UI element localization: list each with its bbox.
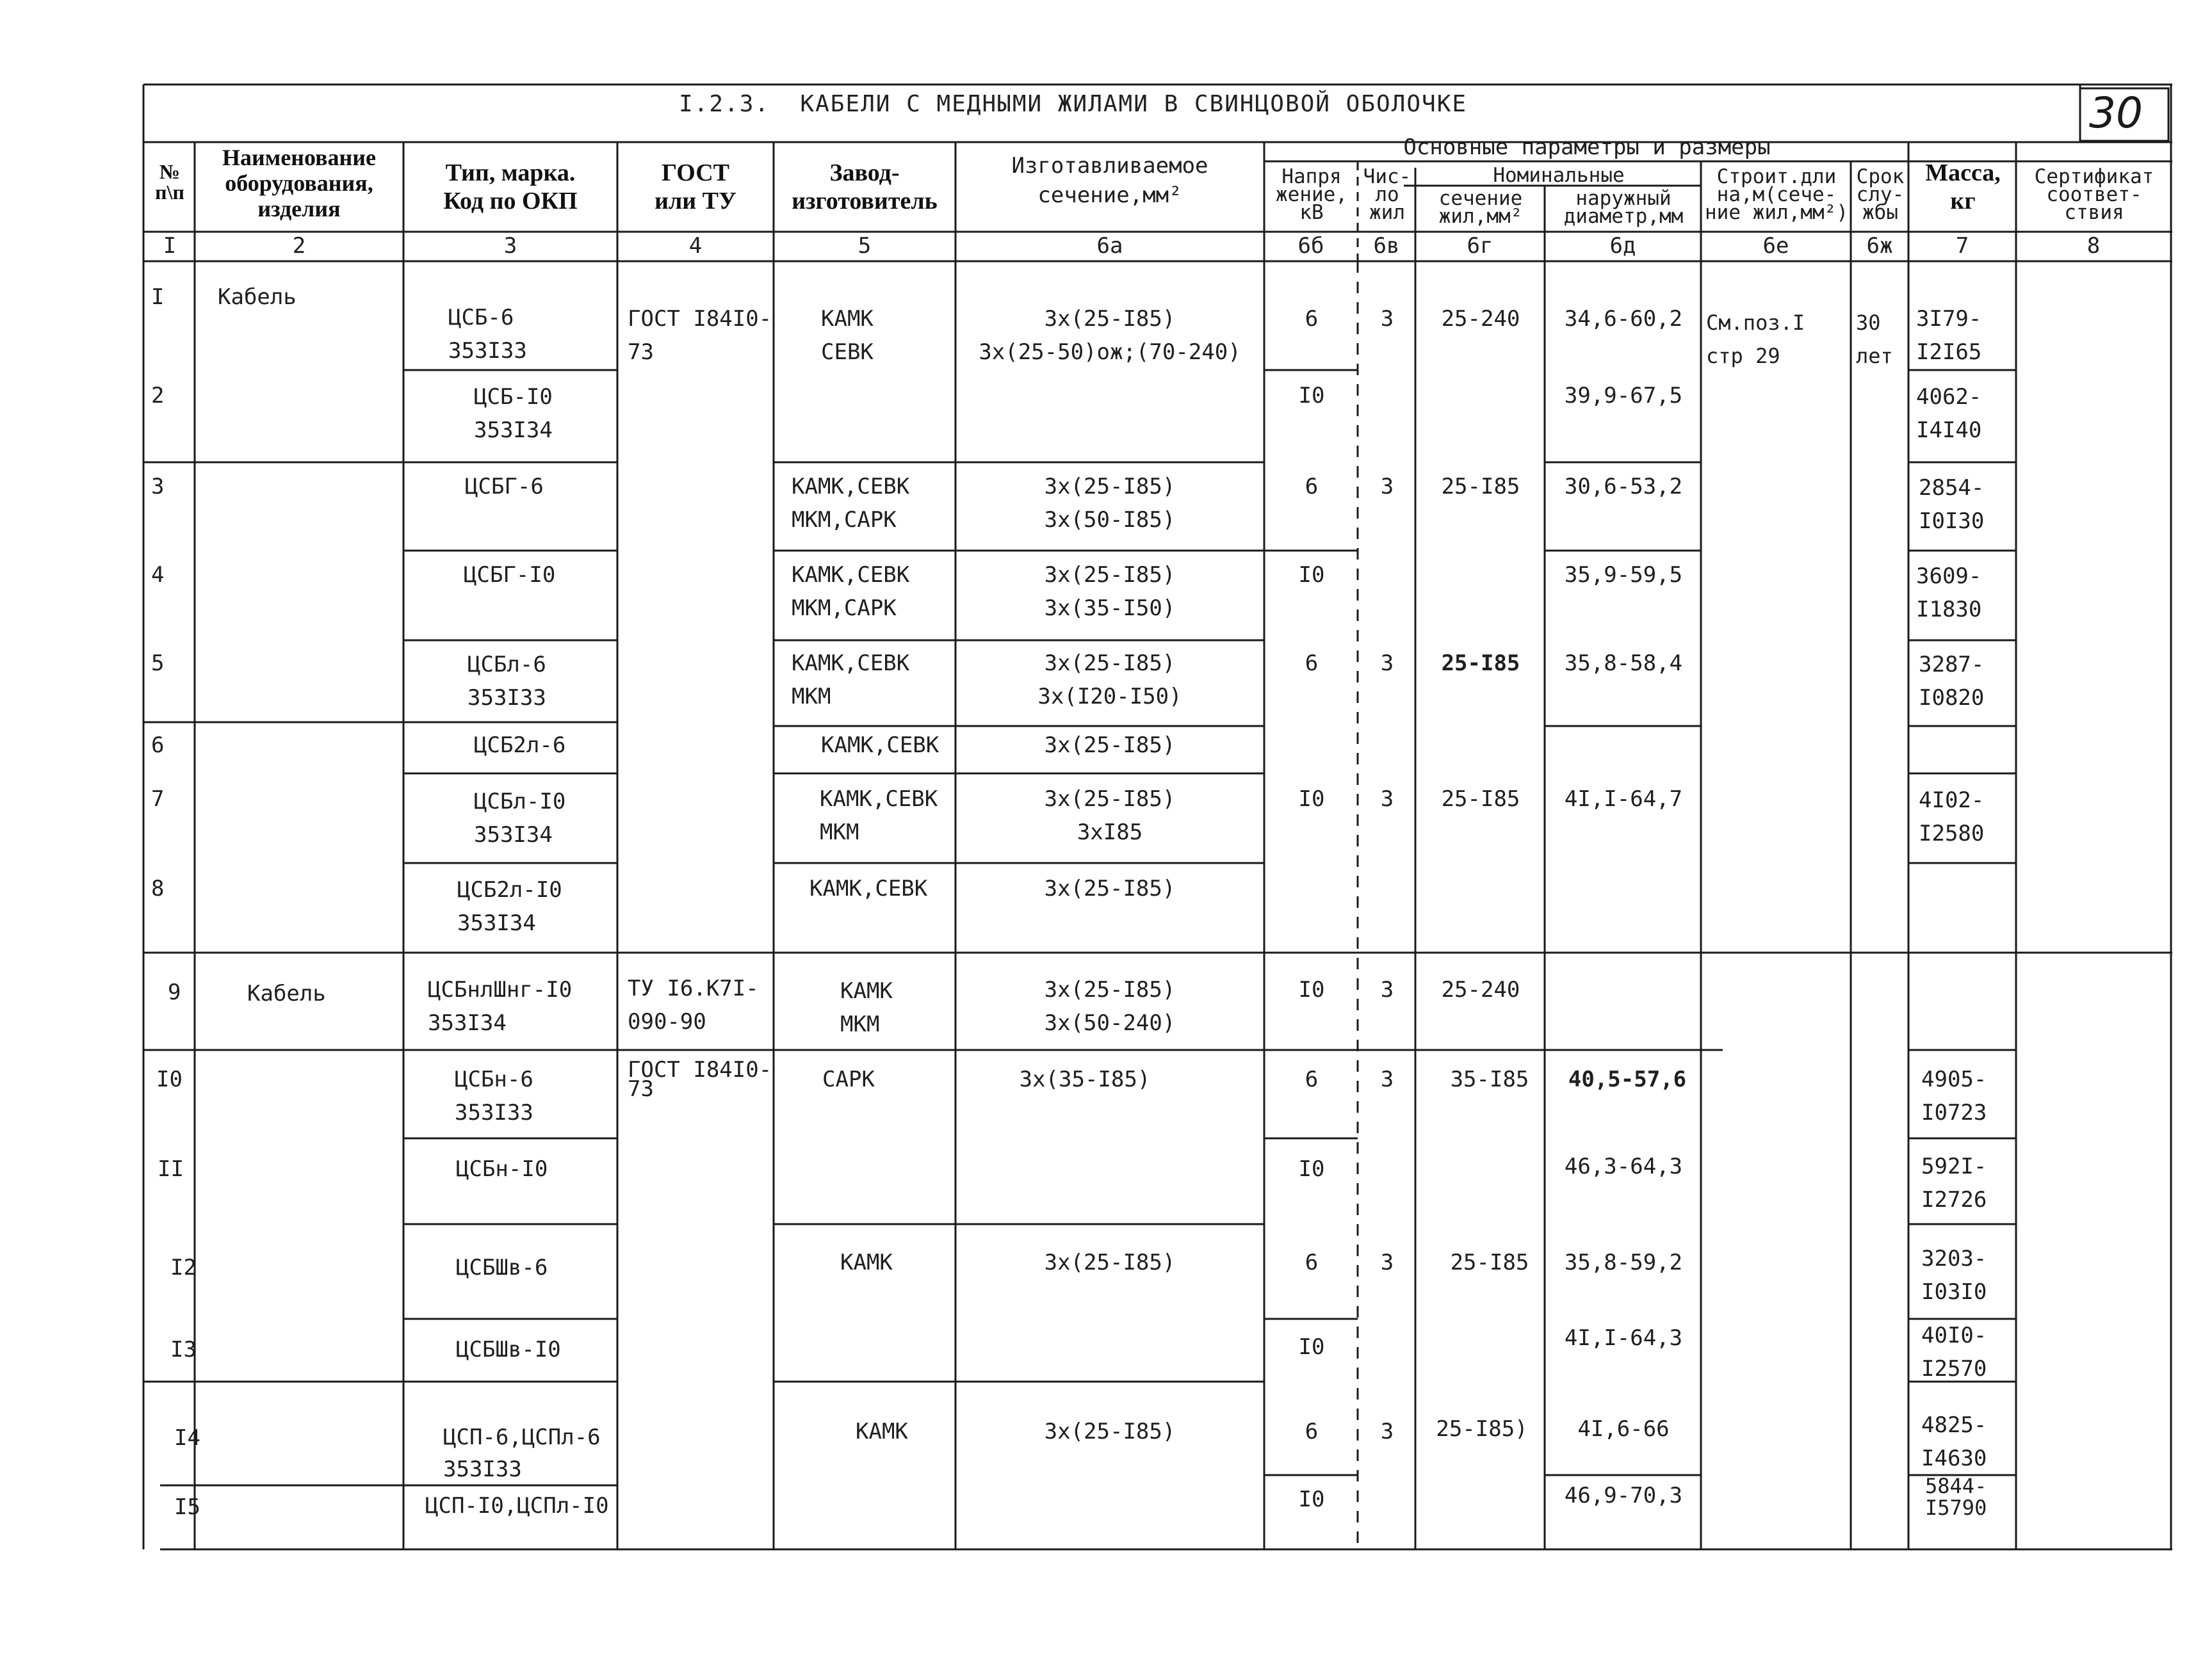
row-diameter: 35,8-59,2 <box>1564 1250 1683 1275</box>
group-build-length: См.поз.I стр 29 <box>1706 311 1805 368</box>
row-type: ЦСБнлШнг-I0 353I34 <box>428 977 573 1036</box>
row-cores: 3 <box>1380 1067 1394 1092</box>
col-number: 8 <box>2086 233 2101 259</box>
row-maker: САРК <box>822 1067 875 1092</box>
col-header-core-section: сечение жил,мм² <box>1438 187 1523 228</box>
col-header-certificate: Сертификат соответ- ствия <box>2034 165 2154 224</box>
col-header-num: № п\п <box>155 160 184 204</box>
row-diameter: 46,3-64,3 <box>1564 1154 1683 1179</box>
row-voltage: I0 <box>1298 562 1325 588</box>
group-service-life: 30 лет <box>1856 311 1893 368</box>
row-voltage: 6 <box>1305 474 1319 499</box>
col-header-type: Тип, марка. Код по ОКП <box>443 159 578 214</box>
col-number: 7 <box>1955 233 1969 259</box>
row-voltage: 6 <box>1305 1250 1319 1275</box>
row-section: 3х(25-I85) 3х(50-I85) <box>1044 474 1176 533</box>
row-diameter: 35,9-59,5 <box>1564 562 1683 588</box>
row-maker: КАМК,СЕВК <box>821 732 939 758</box>
row-voltage: I0 <box>1298 1156 1325 1182</box>
row-cores: 3 <box>1380 1250 1394 1275</box>
row-number: II <box>158 1156 184 1182</box>
col-number: 6е <box>1762 233 1789 259</box>
row-cores: 3 <box>1380 977 1394 1003</box>
row-voltage: I0 <box>1298 383 1325 408</box>
row-section: 3х(25-I85) <box>1044 876 1176 901</box>
row-mass: 3203- I03I0 <box>1921 1246 1987 1305</box>
row-mass: 3609- I1830 <box>1916 563 1982 622</box>
col-header-maker: Завод- изготовитель <box>792 159 938 214</box>
row-mass: 3287- I0820 <box>1919 652 1985 711</box>
col-number: 3 <box>503 233 517 259</box>
col-header-cores: Чис- ло жил <box>1363 165 1411 224</box>
row-number: I2 <box>170 1255 197 1280</box>
col-number: 6г <box>1467 233 1493 259</box>
row-type: ЦСБ2л-I0 353I34 <box>457 877 562 936</box>
row-core-section: 25-I85) <box>1436 1416 1528 1442</box>
row-section: 3х(25-I85) <box>1044 1250 1176 1275</box>
row-mass: 3I79- I2I65 <box>1916 306 1982 365</box>
col-number: 2 <box>292 233 306 259</box>
row-number: I4 <box>174 1425 200 1451</box>
row-core-section: 25-I85 <box>1441 786 1520 812</box>
col-number: 4 <box>688 233 703 259</box>
row-diameter: 34,6-60,2 <box>1564 306 1683 332</box>
row-maker: КАМК СЕВК <box>821 306 874 365</box>
row-diameter: 35,8-58,4 <box>1564 650 1683 676</box>
group-gost: ГОСТ I84I0- 73 <box>628 1057 772 1102</box>
row-number: 9 <box>168 980 181 1005</box>
row-section: 3х(25-I85) 3х(35-I50) <box>1044 562 1176 621</box>
row-number: I3 <box>170 1337 197 1362</box>
row-type: ЦСБШв-I0 <box>456 1337 561 1362</box>
row-cores: 3 <box>1380 474 1394 499</box>
col-header-params-group: Основные параметры и размеры <box>1403 134 1771 160</box>
row-mass: 4825- I4630 <box>1921 1412 1987 1471</box>
row-core-section: 25-240 <box>1441 977 1520 1003</box>
row-mass: 5844- I5790 <box>1925 1474 1987 1520</box>
row-type: ЦСБл-I0 353I34 <box>474 789 566 848</box>
row-mass: 2854- I0I30 <box>1919 475 1985 534</box>
col-header-service-life: Срок слу- жбы <box>1856 165 1905 224</box>
row-type: ЦСП-6,ЦСПл-6 353I33 <box>443 1425 601 1482</box>
row-cores: 3 <box>1380 306 1394 332</box>
row-maker: КАМК МКМ <box>840 978 893 1037</box>
row-voltage: I0 <box>1298 1334 1325 1360</box>
col-header-nominal-group: Номинальные <box>1493 164 1625 187</box>
row-type: ЦСБГ-6 <box>465 474 544 499</box>
row-diameter: 30,6-53,2 <box>1564 474 1683 499</box>
table-title: I.2.3. КАБЕЛИ С МЕДНЫМИ ЖИЛАМИ В СВИНЦОВОЙ ОБОЛОЧКЕ <box>679 91 1468 117</box>
col-number: 6в <box>1373 233 1400 259</box>
row-section: 3х(25-I85) 3х(25-50)ож;(70-240) <box>979 306 1241 365</box>
row-type: ЦСБн-6 353I33 <box>455 1067 533 1126</box>
group-name: Кабель <box>218 284 297 310</box>
group-gost: ТУ I6.К7I- 090-90 <box>628 976 759 1035</box>
row-diameter: 4I,I-64,3 <box>1564 1325 1683 1351</box>
row-maker: КАМК,СЕВК МКМ,САРК <box>792 562 910 621</box>
row-cores: 3 <box>1380 786 1394 812</box>
row-voltage: 6 <box>1305 1067 1319 1092</box>
col-header-gost: ГОСТ или ТУ <box>655 159 736 214</box>
row-core-section: 25-240 <box>1441 306 1520 332</box>
row-mass: 40I0- I2570 <box>1921 1323 1987 1382</box>
row-voltage: 6 <box>1305 1419 1319 1444</box>
row-core-section: 35-I85 <box>1450 1067 1529 1092</box>
col-header-voltage: Напря жение, кВ <box>1276 165 1347 224</box>
row-number: I0 <box>156 1067 183 1092</box>
row-voltage: I0 <box>1298 786 1325 812</box>
row-voltage: I0 <box>1298 1487 1325 1512</box>
col-header-build-length: Строит.дли на,м(сече- ние жил,мм²) <box>1705 165 1848 224</box>
col-header-name: Наименование оборудования, изделия <box>222 145 376 222</box>
row-number: 3 <box>151 474 165 499</box>
row-mass: 4062- I4I40 <box>1916 384 1982 443</box>
row-voltage: I0 <box>1298 977 1325 1003</box>
col-header-section: Изготавливаемое сечение,мм² <box>1011 153 1208 208</box>
row-diameter: 4I,6-66 <box>1577 1416 1670 1442</box>
row-core-section: 25-I85 <box>1441 650 1520 676</box>
group-name: Кабель <box>247 981 326 1006</box>
row-section: 3х(25-I85) 3х(I20-I50) <box>1037 650 1182 709</box>
row-voltage: 6 <box>1305 650 1319 676</box>
row-number: 5 <box>151 650 165 676</box>
row-maker: КАМК <box>856 1419 908 1444</box>
col-number: I <box>163 233 177 259</box>
row-type: ЦСБл-6 353I33 <box>468 652 546 711</box>
row-type: ЦСП-I0,ЦСПл-I0 <box>425 1493 609 1519</box>
row-number: I <box>151 284 165 310</box>
row-type: ЦСБ-6 353I33 <box>448 305 527 364</box>
row-type: ЦСБШв-6 <box>456 1255 548 1280</box>
row-number: 7 <box>151 786 165 812</box>
row-type: ЦСБ-I0 353I34 <box>474 384 553 443</box>
row-cores: 3 <box>1380 1419 1394 1444</box>
row-section: 3х(35-I85) <box>1019 1067 1151 1092</box>
row-number: 2 <box>151 383 165 408</box>
row-maker: КАМК,СЕВК МКМ,САРК <box>792 474 910 533</box>
row-number: 4 <box>151 562 165 588</box>
row-type: ЦСБГ-I0 <box>464 562 556 588</box>
row-maker: КАМК <box>840 1250 893 1275</box>
row-diameter: 4I,I-64,7 <box>1564 786 1683 812</box>
row-cores: 3 <box>1380 650 1394 676</box>
row-type: ЦСБн-I0 <box>456 1156 548 1182</box>
row-diameter: 39,9-67,5 <box>1564 383 1683 408</box>
row-diameter: 40,5-57,6 <box>1568 1067 1687 1092</box>
row-diameter: 46,9-70,3 <box>1564 1483 1683 1508</box>
col-header-outer-diameter: наружный диаметр,мм <box>1563 187 1684 228</box>
row-section: 3х(25-I85) <box>1044 732 1176 758</box>
row-number: 8 <box>151 876 165 901</box>
row-core-section: 25-I85 <box>1441 474 1520 499</box>
page-number: 30 <box>2089 88 2143 138</box>
col-number: 5 <box>858 233 872 259</box>
row-maker: КАМК,СЕВК <box>809 876 928 901</box>
row-mass: 4I02- I2580 <box>1919 787 1985 846</box>
row-voltage: 6 <box>1305 306 1319 332</box>
row-mass: 592I- I2726 <box>1921 1154 1987 1213</box>
row-maker: КАМК,СЕВК МКМ <box>820 786 938 845</box>
row-number: I5 <box>174 1494 200 1520</box>
col-number: 6а <box>1096 233 1123 259</box>
row-mass: 4905- I0723 <box>1921 1067 1987 1126</box>
row-number: 6 <box>151 732 165 758</box>
row-core-section: 25-I85 <box>1450 1250 1529 1275</box>
row-section: 3х(25-I85) 3хI85 <box>1044 786 1176 845</box>
row-type: ЦСБ2л-6 <box>474 732 566 758</box>
row-section: 3х(25-I85) <box>1044 1419 1176 1444</box>
row-section: 3х(25-I85) 3х(50-240) <box>1044 977 1176 1036</box>
group-gost: ГОСТ I84I0- 73 <box>628 306 772 365</box>
row-maker: КАМК,СЕВК МКМ <box>792 650 910 709</box>
col-number: 6ж <box>1866 233 1893 259</box>
col-header-mass: Масса, кг <box>1925 159 2001 214</box>
col-number: 6д <box>1609 233 1636 259</box>
col-number: 6б <box>1297 233 1324 259</box>
